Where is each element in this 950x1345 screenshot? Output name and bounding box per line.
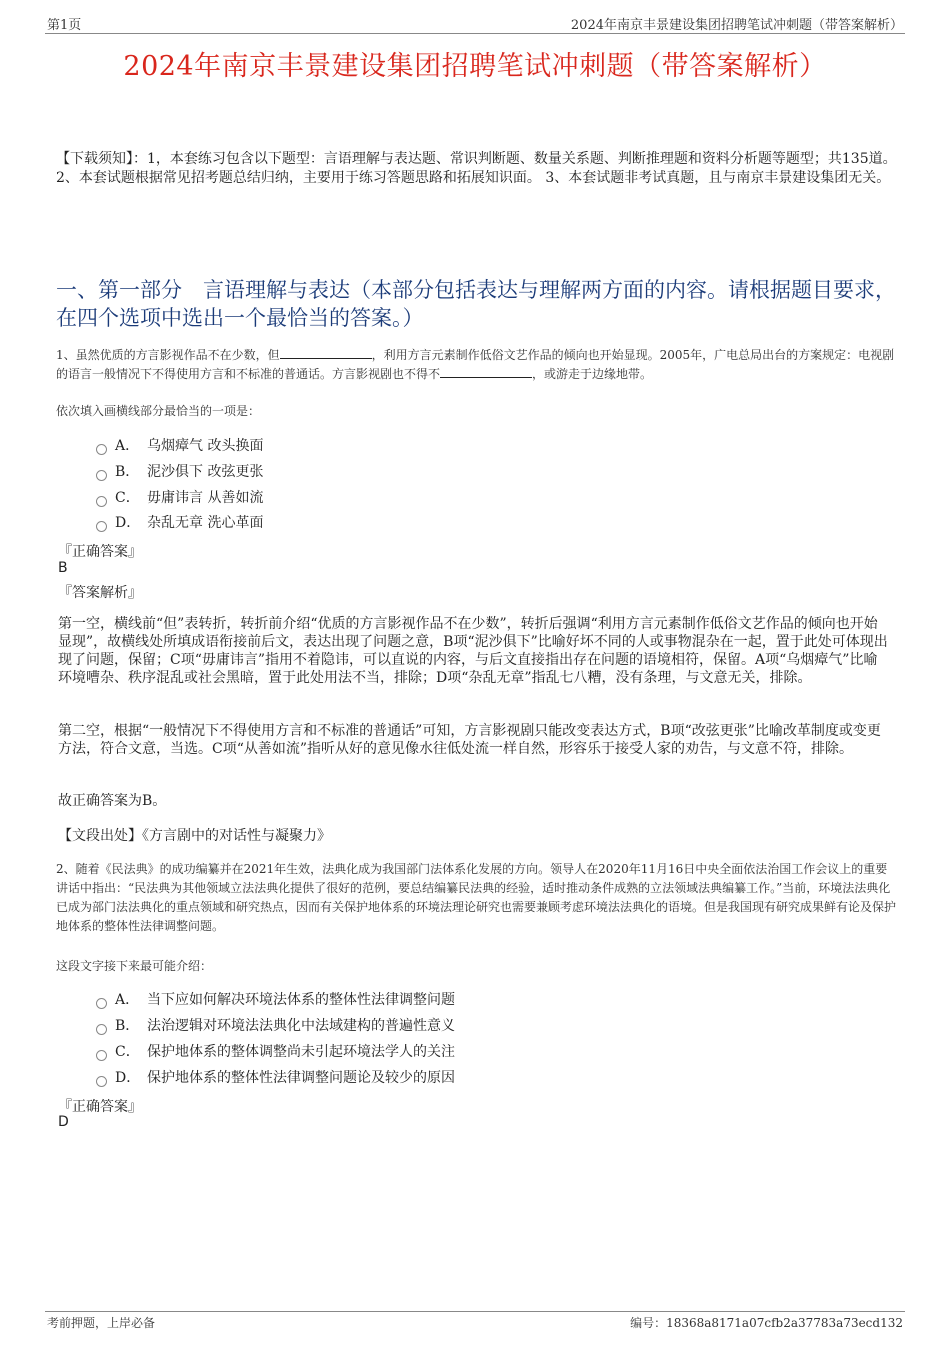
option-text: 杂乱无章 洗心革面 — [147, 515, 264, 531]
radio-icon[interactable] — [96, 470, 107, 481]
option-letter: A． — [115, 438, 140, 454]
question-1-option-d[interactable] — [96, 512, 263, 534]
question-2-option-b[interactable] — [96, 1015, 455, 1037]
option-text: 泥沙俱下 改弦更张 — [147, 464, 264, 480]
page-number: 第1页 — [47, 18, 82, 33]
option-letter: C． — [115, 490, 140, 506]
radio-icon[interactable] — [96, 444, 107, 455]
question-1-stem — [56, 346, 898, 384]
question-1-option-c[interactable] — [96, 487, 263, 509]
option-text: 乌烟瘴气 改头换面 — [147, 438, 264, 454]
page-title: 2024年南京丰景建设集团招聘笔试冲刺题（带答案解析） — [123, 51, 827, 82]
question-1-analysis-label: 『答案解析』 — [58, 585, 142, 601]
footer-serial: 编号：18368a8171a07cfb2a37783a73ecd132 — [630, 1316, 903, 1330]
footer-slogan: 考前押题，上岸必备 — [47, 1316, 156, 1330]
question-1-blank-2 — [440, 365, 532, 378]
question-2-stem: 2、随着《民法典》的成功编纂并在2021年生效，法典化成为我国部门法体系化发展的方向。领导人在2020年11月16日中央全面依法治国工作会议上的重要讲话中指出：“民法典为其他领域立法法典化提供了很好的范例，要总结编纂民法典的经验，适时推动条件成熟的立法领域法典编纂工作。”当前，环境法法典化已成为部门法法典化的重点领域和研究热点，因而有关保护地体系的环境法理论研究也需要兼顾考虑环境法法典化的语境。但是我国现有研究成果鲜有论及保护地体系的整体性法律调整问题。 — [56, 862, 897, 933]
question-1-analysis-paragraph: 第一空，横线前“但”表转折，转折前介绍“优质的方言影视作品不在少数”，转折后强调“利用方言元素制作低俗文艺作品的倾向也开始显现”，故横线处所填成语衔接前后文，表达出现了问题之意，B项“泥沙俱下”比喻好坏不同的人或事物混杂在一起，置于此处可体现出现了问题，保留；C项“毋庸讳言”指用不着隐讳，可以直说的内容，与后文直接指出存在问题的语境相符，保留。A项“乌烟瘴气”比喻环境嘈杂、秩序混乱或社会黑暗，置于此处用法不当，排除；D项“杂乱无章”指乱七八糟，没有条理，与文意无关，排除。 — [58, 616, 888, 686]
question-2-option-c[interactable] — [96, 1041, 455, 1063]
option-letter: B． — [115, 1018, 140, 1034]
option-text: 当下应如何解决环境法体系的整体性法律调整问题 — [147, 992, 455, 1008]
radio-icon[interactable] — [96, 496, 107, 507]
header-doc-title: 2024年南京丰景建设集团招聘笔试冲刺题（带答案解析） — [570, 18, 903, 33]
section-heading: 一、第一部分 言语理解与表达（本部分包括表达与理解两方面的内容。请根据题目要求，在四个选项中选出一个最恰当的答案。） — [56, 278, 896, 330]
question-1-stem-part-b: ，利用方言元素制作低俗文艺作品的倾向也开始显现。2005年，广电总局出台的方案规定：电视剧的语言一般情况下不得使用方言和不标准的普通话。方言影视剧也不得不 — [56, 348, 895, 381]
option-text: 法治逻辑对环境法法典化中法域建构的普遍性意义 — [147, 1018, 455, 1034]
footer-divider — [45, 1311, 905, 1312]
question-1-stem-part-a: 1、虽然优质的方言影视作品不在少数，但 — [56, 348, 280, 362]
question-2-option-a[interactable] — [96, 989, 455, 1011]
option-letter: D． — [115, 1070, 141, 1086]
option-letter: C． — [115, 1044, 140, 1060]
question-2-answer: D — [58, 1114, 69, 1130]
radio-icon[interactable] — [96, 1050, 107, 1061]
radio-icon[interactable] — [96, 998, 107, 1009]
option-letter: A． — [115, 992, 140, 1008]
option-text: 保护地体系的整体调整尚未引起环境法学人的关注 — [147, 1044, 455, 1060]
question-1-option-a[interactable] — [96, 435, 263, 457]
download-notice: 【下载须知】：1，本套练习包含以下题型：言语理解与表达题、常识判断题、数量关系题、判断推理题和资料分析题等题型；共135道。 2、本套试题根据常见招考题总结归纳，主要用于练习答题思路和拓展知识面。 3、本套试题非考试真题，且与南京丰景建设集团无关。 — [56, 151, 897, 186]
radio-icon[interactable] — [96, 1024, 107, 1035]
question-1-stem-part-c: ，或游走于边缘地带。 — [532, 367, 653, 381]
question-1-blank-1 — [280, 346, 372, 359]
question-1-source: 【文段出处】《方言剧中的对话性与凝聚力》 — [58, 828, 331, 844]
radio-icon[interactable] — [96, 1076, 107, 1087]
question-1-answer: B — [58, 560, 68, 576]
question-2-lead: 这段文字接下来最可能介绍： — [56, 959, 213, 973]
radio-icon[interactable] — [96, 521, 107, 532]
question-1-conclusion: 故正确答案为B。 — [58, 793, 167, 809]
question-2-option-d[interactable] — [96, 1067, 455, 1089]
option-letter: B． — [115, 464, 140, 480]
option-text: 保护地体系的整体性法律调整问题论及较少的原因 — [147, 1070, 455, 1086]
question-1-lead: 依次填入画横线部分最恰当的一项是： — [56, 404, 261, 418]
question-1-option-b[interactable] — [96, 461, 263, 483]
option-letter: D． — [115, 515, 141, 531]
question-2-answer-label: 『正确答案』 — [58, 1099, 142, 1115]
option-text: 毋庸讳言 从善如流 — [147, 490, 264, 506]
question-1-analysis-paragraph: 第二空，根据“一般情况下不得使用方言和不标准的普通话”可知，方言影视剧只能改变表达方式，B项“改弦更张”比喻改革制度或变更方法，符合文意，当选。C项“从善如流”指听从好的意见像水往低处流一样自然，形容乐于接受人家的劝告，与文意不符，排除。 — [58, 723, 881, 757]
question-1-answer-label: 『正确答案』 — [58, 544, 142, 560]
header-divider — [45, 33, 905, 34]
